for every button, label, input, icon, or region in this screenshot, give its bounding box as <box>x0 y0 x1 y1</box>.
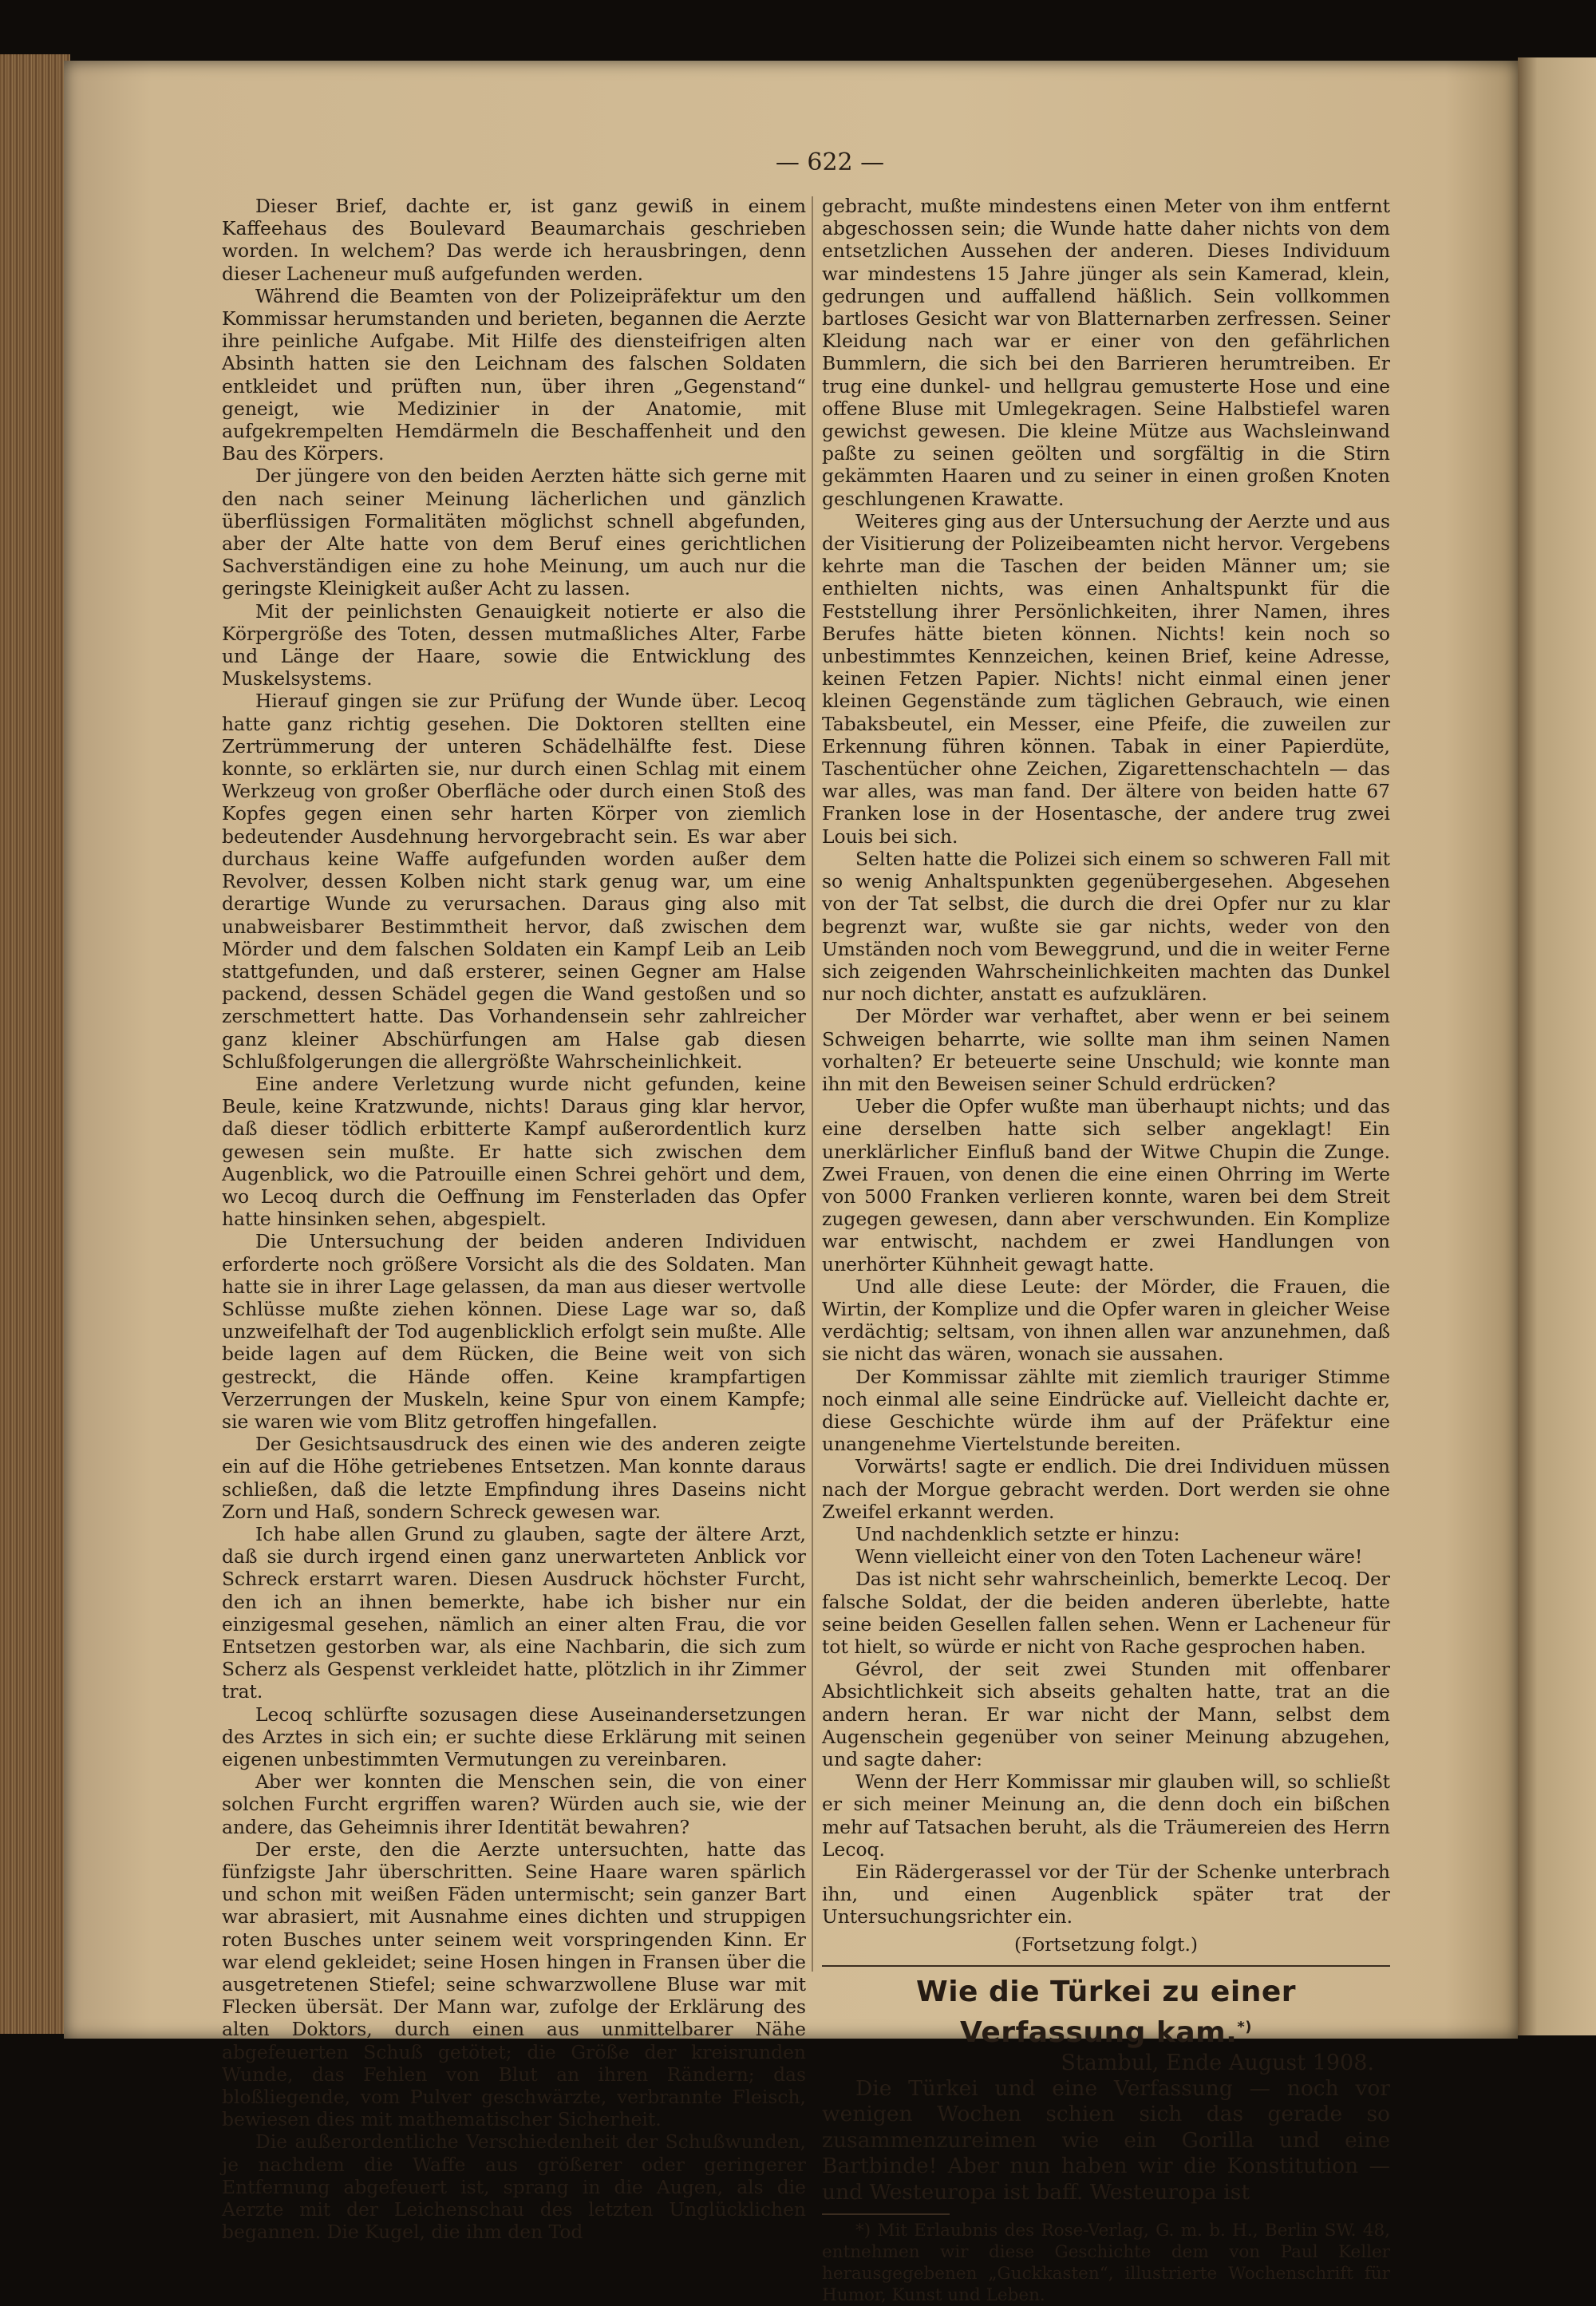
paragraph: Ueber die Opfer wußte man überhaupt nichts; und das eine derselben hatte sich selber angeklagt! Ein unerklärlicher Einfluß band der Witwe Chupin die Zunge. Zwei Frauen, von denen die eine einen Ohrring im Werte von 5000 Franken verlieren konnte, waren bei dem Streit zugegen gewesen, dann aber verschwunden. Ein Komplize war entwischt, nachdem er zwei Handlungen von unerhörter Kühnheit gewagt hatte. <box>822 1095 1390 1276</box>
footnote-marker: *) <box>1237 2018 1252 2035</box>
continuation-note: (Fortsetzung folgt.) <box>1014 1932 1198 1956</box>
paragraph: Lecoq schlürfte sozusagen diese Auseinandersetzungen des Arztes in sich ein; er suchte diese Erklärung mit seinen eigenen unbestimmten Vermutungen zu vereinbaren. <box>222 1703 806 1771</box>
right-column <box>822 195 1390 2306</box>
footnote: *) Mit Erlaubnis des Rose-Verlag, G. m. b. H., Berlin SW. 48, entnehmen wir diese Geschichte dem von Paul Keller herausgegebenen „Guckkasten“, illustrierte Wochenschrift für Humor, Kunst und Leben. <box>822 2221 1390 2306</box>
paragraph: Der Kommissar zählte mit ziemlich trauriger Stimme noch einmal alle seine Eindrücke auf. Vielleicht dachte er, diese Geschichte würde ihm auf der Präfektur eine unangenehme Viertelstunde bereiten. <box>822 1365 1390 1456</box>
paragraph: Hierauf gingen sie zur Prüfung der Wunde über. Lecoq hatte ganz richtig gesehen. Die Doktoren stellten eine Zertrümmerung der unteren Schädelhälfte fest. Diese konnte, so erklärten sie, nur durch einen Schlag mit einem Werkzeug von großer Oberfläche oder durch einen Stoß des Kopfes gegen einen sehr harten Körper von ziemlich bedeutender Ausdehnung hervorgebracht sein. Es war aber durchaus keine Waffe aufgefunden worden außer dem Revolver, dessen Kolben nicht stark genug war, um eine derartige Wunde zu verursachen. Daraus ging also mit unabweisbarer Bestimmtheit hervor, daß zwischen dem Mörder und dem falschen Soldaten ein Kampf Leib an Leib stattgefunden, und daß ersterer, seinen Gegner am Halse packend, dessen Schädel gegen die Wand gestoßen und so zerschmettert hatte. Das Vorhandensein sehr zahlreicher ganz kleiner Abschürfungen am Halse gab diesen Schlußfolgerungen die allergrößte Wahrscheinlichkeit. <box>222 690 806 1073</box>
paragraph: Vorwärts! sagte er endlich. Die drei Individuen müssen nach der Morgue gebracht werden. Dort werden sie ohne Zweifel erkannt werden. <box>822 1455 1390 1523</box>
article-title <box>822 1975 1390 2051</box>
article-paragraph: Die Türkei und eine Verfassung — noch vor wenigen Wochen schien sich das gerade so zusammenzureimen wie ein Gorilla und eine Bartbinde! Aber nun haben wir die Konstitution — und Westeuropa ist baff. Westeuropa ist <box>822 2075 1390 2205</box>
paragraph: Gévrol, der seit zwei Stunden mit offenbarer Absichtlichkeit sich abseits gehalten hatte, trat an die andern heran. Er war nicht der Mann, selbst dem Augenschein gegenüber von seiner Meinung abzugehen, und sagte daher: <box>822 1658 1390 1771</box>
paragraph: Der jüngere von den beiden Aerzten hätte sich gerne mit den nach seiner Meinung lächerlichen und gänzlich überflüssigen Formalitäten möglichst schnell abgefunden, aber der Alte hatte von dem Beruf eines gerichtlichen Sachverständigen eine zu hohe Meinung, um auch nur die geringste Kleinigkeit außer Acht zu lassen. <box>222 465 806 600</box>
article-title-text: Wie die Türkei zu einer Verfassung kam. <box>915 1975 1296 2049</box>
paragraph: Die Untersuchung der beiden anderen Individuen erforderte noch größere Vorsicht als die des Soldaten. Man hatte sie in ihrer Lage gelassen, da man aus dieser wertvolle Schlüsse mußte ziehen können. Diese Lage war so, daß unzweifelhaft der Tod augenblicklich erfolgt sein mußte. Alle beide lagen auf dem Rücken, die Beine weit von sich gestreckt, die Hände offen. Keine krampfartigen Verzerrungen der Muskeln, keine Spur von einem Kampfe; sie waren wie vom Blitz getroffen hingefallen. <box>222 1230 806 1433</box>
paragraph: Während die Beamten von der Polizeipräfektur um den Kommissar herumstanden und berieten, begannen die Aerzte ihre peinliche Aufgabe. Mit Hilfe des diensteifrigen alten Absinth hatten sie den Leichnam des falschen Soldaten entkleidet und prüften nun, über ihren „Gegenstand“ geneigt, wie Medizinier in der Anatomie, mit aufgekrempelten Hemdärmeln die Beschaffenheit und den Bau des Körpers. <box>222 284 806 465</box>
paragraph: Mit der peinlichsten Genauigkeit notierte er also die Körpergröße des Toten, dessen mutmaßliches Alter, Farbe und Länge der Haare, sowie die Entwicklung des Muskelsystems. <box>222 599 806 690</box>
paragraph: Der Mörder war verhaftet, aber wenn er bei seinem Schweigen beharrte, wie sollte man ihm seinen Namen vorhalten? Er beteuerte seine Unschuld; wie konnte man ihn mit den Beweisen seiner Schuld erdrücken? <box>822 1005 1390 1095</box>
paragraph: Wenn vielleicht einer von den Toten Lacheneur wäre! <box>855 1545 1363 1568</box>
dateline: Stambul, Ende August 1908. <box>1061 2050 1374 2075</box>
paragraph: Das ist nicht sehr wahrscheinlich, bemerkte Lecoq. Der falsche Soldat, der die beiden anderen überlebte, hatte seine beiden Gesellen fallen sehen. Wenn er Lacheneur für tot hielt, so würde er nicht von Rache gesprochen haben. <box>822 1568 1390 1658</box>
paragraph: Eine andere Verletzung wurde nicht gefunden, keine Beule, keine Kratzwunde, nichts! Daraus ging klar hervor, daß dieser tödlich erbitterte Kampf außerordentlich kurz gewesen sein mußte. Er hatte sich zwischen dem Augenblick, wo die Patrouille einen Schrei gehört und dem, wo Lecoq durch die Oeffnung im Fensterladen das Opfer hatte hinsinken sehen, abgespielt. <box>222 1072 806 1231</box>
paragraph: Und alle diese Leute: der Mörder, die Frauen, die Wirtin, der Komplize und die Opfer waren in gleicher Weise verdächtig; seltsam, von ihnen allen war anzunehmen, daß sie nicht das wären, wonach sie aussahen. <box>822 1275 1390 1366</box>
section-rule <box>822 1965 1390 1967</box>
paragraph: Die außerordentliche Verschiedenheit der Schußwunden, je nachdem die Waffe aus größerer oder geringerer Entfernung abgefeuert ist, sprang in die Augen, als die Aerzte mit der Leichenschau des letzten Unglücklichen begannen. Die Kugel, die ihm den Tod <box>222 2130 806 2244</box>
paragraph: gebracht, mußte mindestens einen Meter von ihm entfernt abgeschossen sein; die Wunde hatte daher nichts von dem entsetzlichen Aussehen der anderen. Dieses Individuum war mindestens 15 Jahre jünger als sein Kamerad, klein, gedrungen und auffallend häßlich. Sein vollkommen bartloses Gesicht war von Blatternarben zerfressen. Seiner Kleidung nach war er einer von den gefährlichen Bummlern, die sich bei den Barrieren herumtreiben. Er trug eine dunkel- und hellgrau gemusterte Hose und eine offene Bluse mit Umlegekragen. Seine Halbstiefel waren gewichst gewesen. Die kleine Mütze aus Wachsleinwand paßte zu seinen geölten und sorgfältig in die Stirn gekämmten Haaren und zu seiner in einen großen Knoten geschlungenen Krawatte. <box>822 195 1390 510</box>
paragraph: Aber wer konnten die Menschen sein, die von einer solchen Furcht ergriffen waren? Würden auch sie, wie der andere, das Geheimnis ihrer Identität bewahren? <box>222 1770 806 1838</box>
paragraph: Der Gesichtsausdruck des einen wie des anderen zeigte ein auf die Höhe getriebenes Entsetzen. Man konnte daraus schließen, daß die letzte Empfindung ihres Daseins nicht Zorn und Haß, sondern Schreck gewesen war. <box>222 1433 806 1523</box>
paragraph: Ich habe allen Grund zu glauben, sagte der ältere Arzt, daß sie durch irgend einen ganz unerwarteten Anblick vor Schreck erstarrt waren. Diesen Ausdruck höchster Furcht, den ich an ihnen bemerkte, habe ich bisher nur ein einzigesmal gesehen, nämlich an einer alten Frau, die vor Entsetzen gestorben war, als eine Nachbarin, die sich zum Scherz als Gespenst verkleidet hatte, plötzlich in ihr Zimmer trat. <box>222 1522 806 1703</box>
footnote-rule <box>822 2213 950 2215</box>
paragraph: Und nachdenklich setzte er hinzu: <box>855 1522 1180 1545</box>
next-page-edge <box>1518 57 1596 2035</box>
left-column <box>222 195 806 2243</box>
paragraph: Ein Rädergerassel vor der Tür der Schenke unterbrach ihn, und einen Augenblick später trat der Untersuchungsrichter ein. <box>822 1861 1390 1928</box>
paragraph: Dieser Brief, dachte er, ist ganz gewiß in einem Kaffeehaus des Boulevard Beaumarchais geschrieben worden. In welchem? Das werde ich herausbringen, denn dieser Lacheneur muß aufgefunden werden. <box>222 195 806 285</box>
paragraph: Selten hatte die Polizei sich einem so schweren Fall mit so wenig Anhaltspunkten gegenübergesehen. Abgesehen von der Tat selbst, die durch die drei Opfer nur zu klar begrenzt war, wußte sie gar nichts, weder von den Umständen noch vom Beweggrund, und die in weiter Ferne sich zeigenden Wahrscheinlichkeiten machten das Dunkel nur noch dichter, anstatt es aufzuklären. <box>822 847 1390 1006</box>
book-page-edges <box>0 54 70 2034</box>
paragraph: Wenn der Herr Kommissar mir glauben will, so schließt er sich meiner Meinung an, die denn doch ein bißchen mehr auf Tatsachen beruht, als die Träumereien des Herrn Lecoq. <box>822 1770 1390 1861</box>
page-number: — 622 — <box>775 148 885 176</box>
column-divider <box>812 196 813 1972</box>
paragraph: Der erste, den die Aerzte untersuchten, hatte das fünfzigste Jahr überschritten. Seine Haare waren spärlich und schon mit weißen Fäden untermischt; sein ganzer Bart war abrasiert, mit Ausnahme eines dichten und struppigen roten Busches unter seinem weit vorspringenden Kinn. Er war elend gekleidet; seine Hosen hingen in Fransen über die ausgetretenen Stiefel; seine schwarzwollene Bluse war mit Flecken übersät. Der Mann war, zufolge der Erklärung des alten Doktors, durch einen aus unmittelbarer Nähe abgefeuerten Schuß getötet; die Größe der kreisrunden Wunde, das Fehlen von Blut an ihren Rändern; das bloßliegende, vom Pulver geschwärzte, verbrannte Fleisch, bewiesen dies mit mathematischer Sicherheit. <box>222 1837 806 2131</box>
paragraph: Weiteres ging aus der Untersuchung der Aerzte und aus der Visitierung der Polizeibeamten nicht hervor. Vergebens kehrte man die Taschen der beiden Männer um; sie enthielten nichts, was einen Anhaltspunkt für die Feststellung ihrer Persönlichkeiten, ihrer Namen, ihres Berufes hätte bieten können. Nichts! kein noch so unbestimmtes Kennzeichen, keinen Brief, keine Adresse, keinen Fetzen Papier. Nichts! nicht einmal einen jener kleinen Gegenstände zum täglichen Gebrauch, wie einen Tabaksbeutel, ein Messer, eine Pfeife, die zuweilen zur Erkennung führen können. Tabak in einer Papierdüte, Taschentücher ohne Zeichen, Zigarettenschachteln — das war alles, was man fand. Der ältere von beiden hatte 67 Franken lose in der Hosentasche, der andere trug zwei Louis bei sich. <box>822 509 1390 848</box>
